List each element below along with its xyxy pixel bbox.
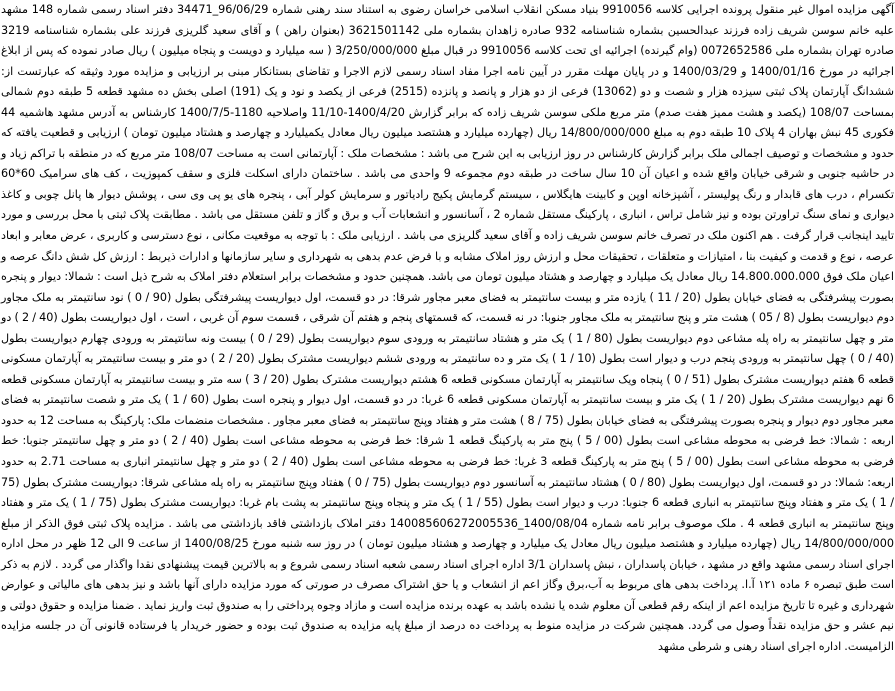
- auction-notice-text: آگهی مزایده اموال غیر منقول پرونده اجرایی کلاسه 9910056 بنیاد مسکن انقلاب اسلامی خراسان رضوی به استناد سند رهنی شماره 96/06/29_34471 دفتر اسناد رسمی شماره 148 مشهد علیه خانم سوسن شریف زاده فرزند عبدالحسین بشماره شناسنامه 932 صادره زاهدان بشماره ملی 3621501142 (بعنوان راهن ) و آقای سعید گلریزی فرزند علی بشماره شناسنامه 3219 صادره تهران بشماره ملی 0072652586 (وام گیرنده) اجرائیه ای تحت کلاسه 9910056 در قبال مبلغ 3/250/000/000 ( سه میلیارد و دویست و پنجاه میلیون ) ریال صادر نموده که پس از ابلاغ اجرائیه در مورخ 1400/01/16 و 1400/03/29 و در پایان مهلت مقرر در آیین نامه اجرا مفاد اسناد رسمی لازم الاجرا و تقاضای بستانکار مبنی بر ارزیابی و مزایده مورد وثیقه که عبارتست از: ششدانگ آپارتمان پلاک ثبتی سیزده هزار و شصت و دو (13062) فرعی از دو هزار و پانصد و پانزده (2515) فرعی از یکصد و نود و یک (191) اصلی بخش ده مشهد قطعه 5 طبقه دوم شمالی بمساحت 108/07 (یکصد و هشت ممیز هفت صدم) متر مربع ملکی سوسن شریف زاده که برابر گزارش 1400/4/20-11/10 واصلاحیه 1180-1400/7/5 کارشناس به آدرس مشهد هاشمیه 44 فکوری 45 نبش بهاران 4 پلاک 10 طبقه دوم به مبلغ 14/800/000/000 ریال (چهارده میلیارد و هشتصد میلیون ریال معادل یکمیلیارد و چهارصد و هشتاد میلیون تومان ) ارزیابی و قطعیت یافته که حدود و مشخصات و توصیف اجمالی ملک برابر گزارش کارشناس در روز ارزیابی به این شرح می باشد : مشخصات ملک : آپارتمانی است به مساحت 108/07 متر مربع که در منطقه با تراکم زیاد و در حاشیه جنوبی و شرقی خیابان واقع شده و اعیان آن 10 سال ساخت در طبقه دوم مجموعه 9 واحدی می باشد . ساختمان دارای اسکلت فلزی و سقف کمپوزیت ، کف های سرامیک 60*60 تکسرام ، درب های قابدار و رنگ پولیستر ، آشپزخانه اوپن و کابینت هایگلاس ، سیستم گرمایش پکیج رادیاتور و سرمایش کولر آبی ، پنجره های یو پی وی سی ، پوشش دیوار ها پانل چوبی و کاغذ دیواری و نمای سنگ تراورتن بوده و نیز شامل تراس ، انباری ، پارکینگ مستقل شماره 2 ، آسانسور و انشعابات آب و برق و گاز و تلفن مستقل می باشد . مطابقت پلاک ثبتی با محل بررسی و مورد تایید اینجانب قرار گرفت . هم اکنون ملک در تصرف خانم سوسن شریف زاده و آقای سعید گلریزی می باشد . ارزیابی ملک : با توجه به موقعیت مکانی ، نوع دسترسی و کاربری ، عرض معابر و ابعاد عرصه ، نوع و قدمت و کیفیت بنا ، امتیازات و متعلقات ، تحقیقات محل و ارزش روز املاک مشابه و با فرض عدم بدهی به شهرداری و سایر سازمانها و ادارات ذیربط : ارزش کل شش دانگ عرصه و اعیان ملک فوق 14.800.000.000 ریال معادل یک میلیارد و چهارصد و هشتاد میلیون تومان می باشد. همچنین حدود و مشخصات برابر استعلام دفتر املاک به شرح ذیل است : شمالا: دیوار و پنجره بصورت پیشرفتگی به فضای خیابان بطول (20 / 11 ) یازده متر و بیست سانتیمتر به فضای معبر مجاور شرقا: در دو قسمت، اول دیواریست پیشرفتگی بطول (90 / 0 ) نود سانتیمتر به ملک مجاور دوم دیواریست بطول (8 / 05 ) هشت متر و پنج سانتیمتر به ملک مجاور جنوبا: در نه قسمت، که قسمتهای پنجم و هفتم آن شرقی ، قسمت سوم آن غربی ، است ، اول دیواریست بطول (40 / 2 ) دو متر و چهل سانتیمتر به راه پله مشاعی دوم دیواریست بطول (80 / 1 ) یک متر و هشتاد سانتیمتر به ورودی سوم دیواریست بطول (29 / 0 ) بیست ونه سانتیمتر به ورودی چهارم دیواریست بطول (40 / 0 ) چهل سانتیمتر به ورودی پنجم درب و دیوار است بطول (10 / 1 ) یک متر و ده سانتیمتر به ورودی ششم دیواریست مشترک بطول (20 / 2 ) دو متر و بیست سانتیمتر به آپارتمان مسکونی قطعه 6 هفتم دیواریست مشترک بطول (51 / 0 ) پنجاه ویک سانتیمتر به آپارتمان مسکونی قطعه 6 هشتم دیواریست مشترک بطول (20 / 3 ) سه متر و بیست سانتیمتر به آپارتمان مسکونی قطعه 6 نهم دیواریست مشترک بطول (20 / 1 ) یک متر و بیست سانتیمتر به آپارتمان مسکونی قطعه 6 غربا: در دو قسمت، اول دیوار و پنجره است بطول (60 / 1 ) یک متر و شصت سانتیمتر به فضای معبر مجاور دوم دیوار و پنجره بصورت پیشرفتگی به فضای خیابان بطول (75 / 8 ) هشت متر و هفتاد وپنج سانتیمتر به فضای معبر مجاور . مشخصات منضمات ملک: پارکینگ به مساحت 12 به حدود اربعه : شمالا: خط فرضی به محوطه مشاعی است بطول (00 / 5 ) پنج متر به پارکینگ قطعه 1 شرقا: خط فرضی به محوطه مشاعی است بطول (40 / 2 ) دو متر و چهل سانتیمتر جنوبا: خط فرضی به محوطه مشاعی است بطول (00 / 5 ) پنج متر به پارکینگ قطعه 3 غربا: خط فرضی به محوطه مشاعی است بطول (40 / 2 ) دو متر و چهل سانتیمتر انباری به مساحت 2.71 به حدود اربعه: شمالا: در دو قسمت، اول دیواریست بطول (80 / 0 ) هشتاد سانتیمتر به آسانسور دوم دیواریست بطول (75 / 0 ) هفتاد وپنج سانتیمتر به راه پله مشاعی شرقا: دیواریست مشترک بطول (75 / 1 ) یک متر و هفتاد وپنج سانتیمتر به انباری قطعه 6 جنوبا: درب و دیوار است بطول (55 / 1 ) یک متر و پنجاه وپنج سانتیمتر به پشت بام غربا: دیواریست مشترک بطول (75 / 1 ) یک متر و هفتاد وپنج سانتیمتر به انباری قطعه 4 . ملک موصوف برابر نامه شماره 1400/08/04_140085606272005536 دفتر املاک بازداشتی فاقد بازداشتی می باشد . مزایده پلاک ثبتی فوق الذکر از مبلغ 14/800/000/000 ریال (چهارده میلیارد و هشتصد میلیون ریال معادل یک میلیارد و چهارصد و هشتاد میلیون تومان ) در روز سه شنبه مورخ 1400/08/25 از ساعت 9 الی 12 ظهر در محل اداره اجرای اسناد رسمی مشهد واقع در مشهد ، خیابان پاسداران ، نبش پاسداران 3/1 اداره اجرای اسناد رسمی شعبه اسناد رسمی شروع و به بالاترین قیمت پیشنهادی نقدا واگذار می گردد . لازم به ذکر است طبق تبصره ۶ ماده ۱۲۱ آ.ا. پرداخت بدهی های مربوط به آب،برق وگاز اعم از انشعاب و یا حق اشتراک مصرف در صورتی که مورد مزایده دارای آنها باشد و نیز بدهی های مالیاتی و عوارض شهرداری و غیره تا تاریخ مزایده اعم از اینکه رقم قطعی آن معلوم شده یا نشده باشد به عهده برنده مزایده است و مازاد وجوه پرداختی را به صندوق ثبت واریز نماید . ضمنا مزایده و حقوق دولتی و نیم عشر و حق مزایده نقداً وصول می گردد. همچنین شرکت در مزایده منوط به پرداخت ده درصد از مبلغ پایه مزایده به صندوق ثبت بوده و حضور خریدار یا فرستاده قانونی آن در جلسه مزایده الزامیست. اداره اجرای اسناد رهنی و شرطی مشهد: [1, 3, 895, 653]
